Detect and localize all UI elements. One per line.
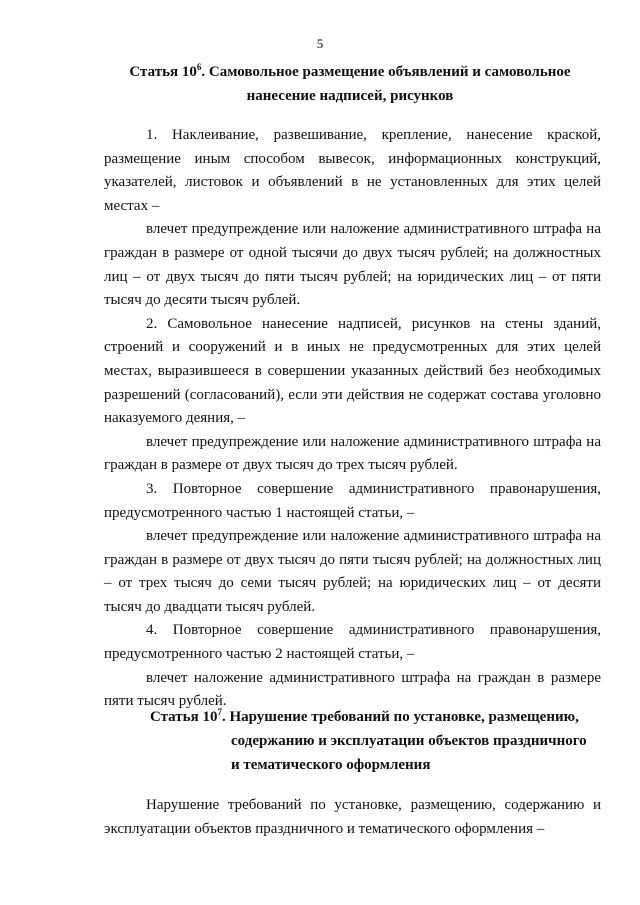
article-10-6-paragraph-5: 3. Повторное совершение административного правонарушения, предусмотренного частью 1 настоящей статьи, –	[104, 480, 601, 521]
article-10-6-paragraph-6: влечет предупреждение или наложение административного штрафа на граждан в размере от двух тысяч до пяти тысяч рублей; на должностных лиц – от трех тысяч до семи тысяч рублей; на юридических лиц – от десяти тысяч до двадцати тысяч рублей.	[104, 528, 601, 615]
article-10-6-paragraph-1: 1. Наклеивание, развешивание, крепление, нанесение краской, размещение иным способом вывесок, информационных конструкций, указателей, листовок и объявлений в не установленных для этих целей местах –	[104, 127, 601, 214]
article-10-6-title-rest: . Самовольное размещение объявлений и самовольное	[201, 64, 571, 80]
article-10-7-title-rest: . Нарушение требований по установке, размещению,	[221, 709, 579, 725]
article-10-6-title-prefix: Статья 10	[129, 64, 197, 80]
article-10-6-paragraph-7: 4. Повторное совершение административного правонарушения, предусмотренного частью 2 настоящей статьи, –	[104, 622, 601, 663]
article-10-7-body	[104, 794, 601, 841]
article-10-6-heading-line-2: нанесение надписей, рисунков	[246, 88, 454, 104]
article-10-7-heading	[150, 705, 605, 777]
article-10-7-heading-line-2: содержанию и эксплуатации объектов праздничного	[231, 733, 587, 749]
article-10-6-paragraph-8: влечет наложение административного штрафа на граждан в размере пяти тысяч рублей.	[104, 669, 601, 710]
article-10-7-heading-line-1	[150, 705, 605, 729]
article-10-6-paragraph-4: влечет предупреждение или наложение административного штрафа на граждан в размере от двух тысяч до трех тысяч рублей.	[104, 433, 601, 474]
article-10-6-title-superscript: 6	[196, 62, 202, 72]
page-number: 5	[316, 36, 324, 51]
article-10-7-title-prefix: Статья 10	[150, 709, 218, 725]
article-10-6-body	[104, 124, 601, 714]
article-10-6-heading	[100, 60, 600, 108]
article-10-6-heading-line-1	[100, 60, 600, 84]
article-10-7-title-superscript: 7	[217, 707, 222, 717]
article-10-6-paragraph-2: влечет предупреждение или наложение административного штрафа на граждан в размере от одной тысячи до двух тысяч рублей; на должностных лиц – от двух тысяч до пяти тысяч рублей; на юридических лиц – от пяти тысяч до десяти тысяч рублей.	[104, 221, 601, 309]
article-10-7-paragraph-1: Нарушение требований по установке, размещению, содержанию и эксплуатации объектов праздничного и тематического оформления –	[104, 797, 601, 837]
article-10-6-paragraph-3: 2. Самовольное нанесение надписей, рисунков на стены зданий, строений и сооружений и в иных не предусмотренных для этих целей местах, выразившееся в совершении указанных действий без необходимых разрешений (согласований), если эти действия не содержат состава уголовно наказуемого деяния, –	[104, 315, 601, 427]
article-10-7-heading-line-3: и тематического оформления	[231, 757, 431, 773]
